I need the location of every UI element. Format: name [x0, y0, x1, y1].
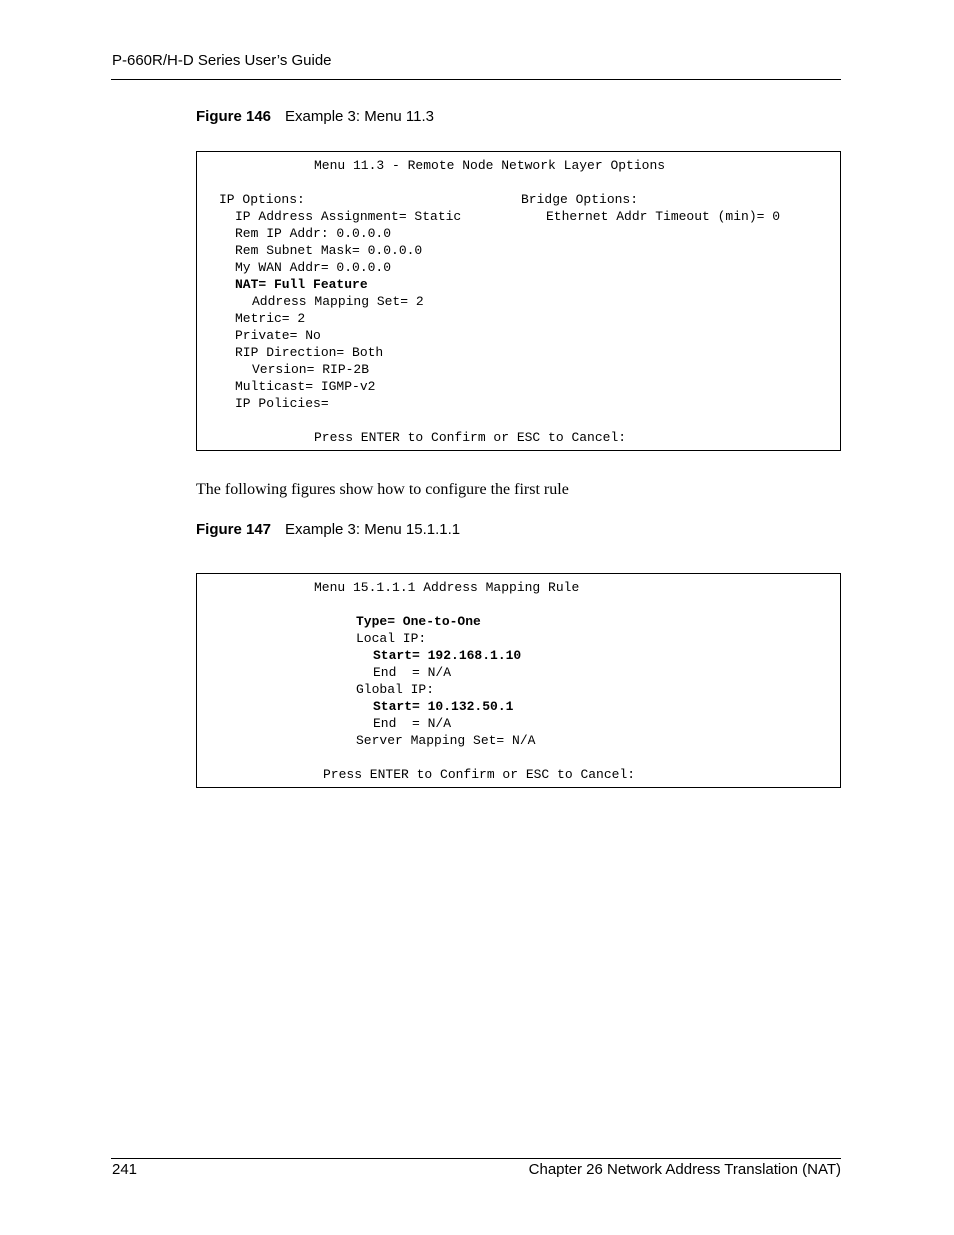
menu-11-3-screen [196, 151, 841, 451]
screen-line: IP Policies= [235, 396, 329, 411]
figure-147-label: Figure 147 [196, 521, 272, 538]
screen-line: Menu 15.1.1.1 Address Mapping Rule [314, 580, 580, 595]
screen-line: Rem IP Addr: 0.0.0.0 [235, 226, 392, 241]
figure-146-title: Example 3: Menu 11.3 [285, 108, 435, 125]
screen-line: Server Mapping Set= N/A [356, 733, 536, 748]
screen-line: Local IP: [356, 631, 427, 646]
screen-line: Type= One-to-One [356, 614, 481, 629]
running-header: P-660R/H-D Series User’s Guide [112, 52, 332, 69]
figure-146-caption [196, 108, 434, 125]
screen-line: Version= RIP-2B [252, 362, 370, 377]
page-number: 241 [112, 1161, 138, 1178]
screen-line: Start= 10.132.50.1 [373, 699, 514, 714]
screen-line: Global IP: [356, 682, 435, 697]
screen-line: End = N/A [373, 665, 452, 680]
screen-line: My WAN Addr= 0.0.0.0 [235, 260, 392, 275]
screen-line: IP Options: [219, 192, 305, 207]
screen-line-right: Bridge Options: [521, 192, 639, 207]
screen-line: Private= No [235, 328, 321, 343]
menu-15-1-1-1-screen [196, 573, 841, 788]
chapter-title: Chapter 26 Network Address Translation (NAT) [528, 1161, 841, 1178]
screen-line: Press ENTER to Confirm or ESC to Cancel: [314, 430, 627, 445]
figure-147-caption [196, 521, 460, 538]
screen-line: End = N/A [373, 716, 452, 731]
footer-rule [111, 1158, 841, 1159]
screen-line: Menu 11.3 - Remote Node Network Layer Options [314, 158, 666, 173]
screen-line: RIP Direction= Both [235, 345, 384, 360]
screen-line: Rem Subnet Mask= 0.0.0.0 [235, 243, 423, 258]
figure-146-label: Figure 146 [196, 108, 272, 125]
screen-line: NAT= Full Feature [235, 277, 368, 292]
screen-line: Metric= 2 [235, 311, 306, 326]
body-paragraph: The following figures show how to configure the first rule [196, 481, 569, 498]
screen-line: Address Mapping Set= 2 [252, 294, 424, 309]
screen-line: Start= 192.168.1.10 [373, 648, 522, 663]
screen-line-right: Ethernet Addr Timeout (min)= 0 [546, 209, 781, 224]
screen-line: IP Address Assignment= Static [235, 209, 462, 224]
figure-147-title: Example 3: Menu 15.1.1.1 [285, 521, 461, 538]
header-rule [111, 79, 841, 80]
screen-line: Multicast= IGMP-v2 [235, 379, 376, 394]
screen-line: Press ENTER to Confirm or ESC to Cancel: [323, 767, 636, 782]
